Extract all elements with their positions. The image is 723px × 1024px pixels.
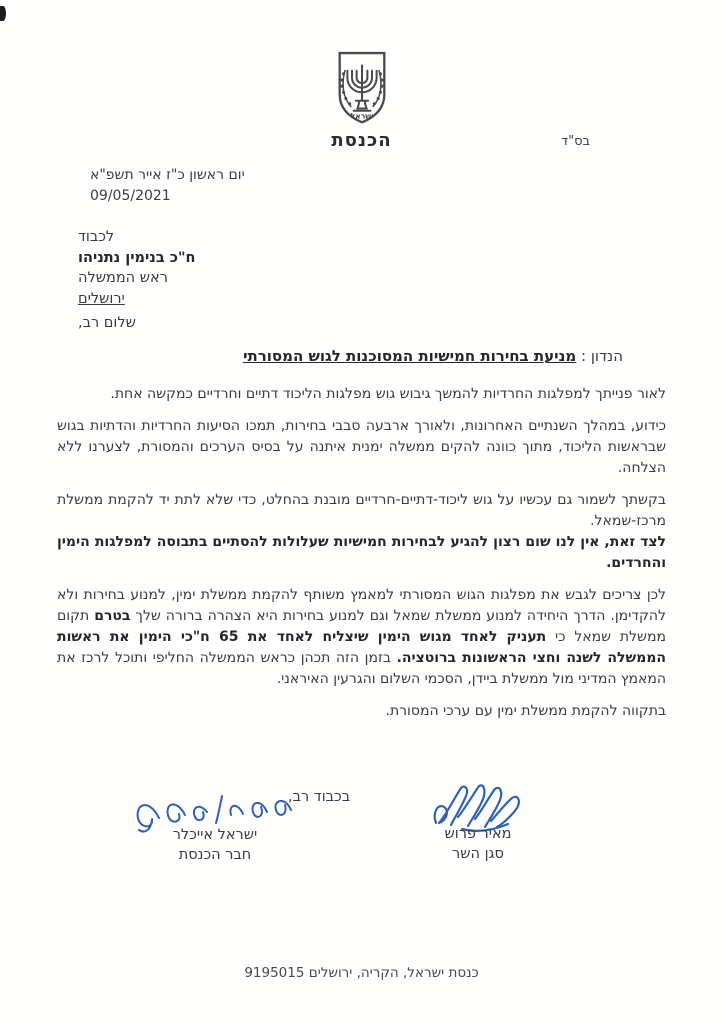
- scan-artifact: [0, 6, 6, 21]
- gregorian-date: 09/05/2021: [90, 188, 171, 204]
- signature-block-porush: [408, 781, 548, 863]
- body-paragraph-1: לאור פנייתך למפלגות החרדיות להמשך גיבוש גוש מפלגות הליכוד דתיים וחרדיים כמקשה אחת.: [110, 386, 666, 402]
- bsd-mark: בס"ד: [561, 134, 591, 149]
- date-block: [90, 165, 245, 207]
- letter-body: [57, 384, 666, 733]
- recipient-role: ראש הממשלה: [78, 270, 168, 286]
- menorah-icon: [347, 65, 376, 110]
- signer-title: סגן השר: [452, 846, 504, 862]
- closing-salutation: בכבוד רב,: [288, 789, 351, 805]
- signature-block-eichler: [113, 790, 317, 864]
- org-name: הכנסת: [331, 130, 392, 151]
- subject-label: הנדון :: [576, 347, 623, 365]
- subject-line: [50, 347, 623, 365]
- p4-run-4: בזמן הזה תכהן כראש הממשלה החליפי ותוכל לרכז את המאמץ המדיני מול ממשלת ביידן, הסכמי השלום והגרעין האיראני.: [57, 650, 666, 687]
- body-paragraph-2: כידוע, במהלך השנתיים האחרונות, ולאורך ארבעה סבבי בחירות, תמכו הסיעות החרדיות והדתיות בגוש שבראשות הליכוד, מתוך כוונה להקים ממשלה ימנית איתנה על בסיס הערכים והמסורת, לצערנו ללא הצלחה.: [57, 418, 666, 476]
- hebrew-date: יום ראשון כ"ז אייר תשפ"א: [90, 167, 245, 183]
- recipient-city: ירושלים: [78, 290, 125, 307]
- p4-run-2: תקום ממשלת שמאל כי: [57, 608, 666, 645]
- body-paragraph-5: בתקווה להקמת ממשלת ימין עם ערכי המסורת.: [385, 703, 666, 719]
- recipient-salutation: לכבוד: [78, 229, 115, 245]
- body-paragraph-3: [57, 490, 666, 574]
- p4-run-3-bold: תעניק לאחד מגוש הימין שיצליח לאחד את 65 ח"כי הימין את ראשות הממשלה לשנה וחצי הראשונות ברוטציה.: [57, 629, 667, 666]
- footer-address: כנסת ישראל, הקריה, ירושלים 9195015: [244, 965, 479, 981]
- subject-text: מניעת בחירות חמישיות המסוכנות לגוש המסורתי: [243, 347, 577, 365]
- signer-title: חבר הכנסת: [178, 847, 252, 863]
- emblem-caption: ישראל: [350, 111, 373, 121]
- p3-bold: לצד זאת, אין לנו שום רצון להגיע לבחירות חמישיות שעלולות להסתיים בתבוסה למפלגות הימין והחרדים.: [57, 534, 666, 571]
- p3-normal: בקשתך לשמור גם עכשיו על גוש ליכוד-דתיים-חרדיים מובנת בהחלט, כדי שלא לתת יד להקמת ממשלת מרכז-שמאל.: [57, 492, 666, 529]
- body-paragraph-4: [57, 585, 666, 690]
- p4-run-0: לכן צריכים לגבש את מפלגות הגוש המסורתי למאמץ משותף להקמת ממשלת ימין, למנוע בחירות ולא להקדימן. הדרך היחידה למנוע ממשלת שמאל וגם למנוע בחירות היא הצהרה ברורה שלך: [57, 587, 666, 624]
- israel-state-emblem-icon: [323, 50, 401, 130]
- greeting: שלום רב,: [78, 315, 136, 331]
- p4-run-1-bold: בטרם: [94, 608, 131, 624]
- signer-name: מאיר פרוש: [444, 826, 512, 842]
- signer-name: ישראל אייכלר: [172, 827, 258, 843]
- recipient-block: [78, 227, 196, 309]
- recipient-name: ח"כ בנימין נתניהו: [78, 249, 196, 266]
- letterhead: [0, 50, 723, 151]
